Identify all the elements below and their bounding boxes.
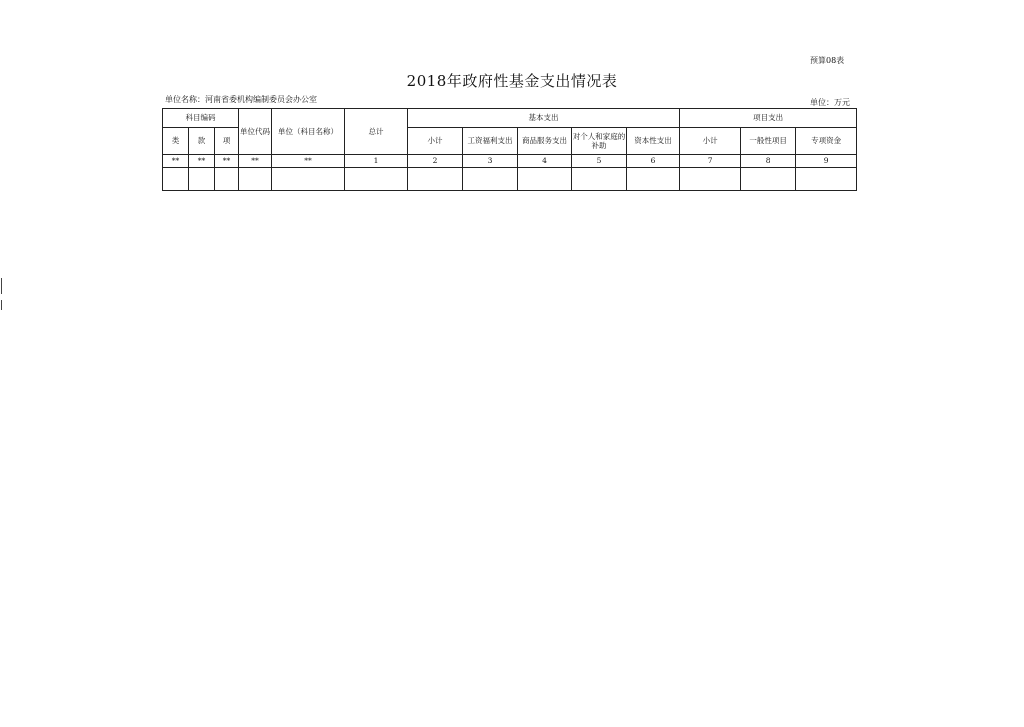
data-cell — [272, 168, 345, 191]
header-subject-code: 科目编码 — [163, 109, 239, 128]
header-unit-subject-name: 单位（科目名称） — [272, 109, 345, 155]
index-cell: 3 — [463, 155, 518, 168]
header-basic-subtotal: 小计 — [408, 128, 463, 155]
header-row-1 — [163, 109, 857, 128]
header-wages-welfare: 工资福利支出 — [463, 128, 518, 155]
header-project-subtotal: 小计 — [680, 128, 741, 155]
data-cell — [741, 168, 796, 191]
unit-name: 单位名称：河南省委机构编制委员会办公室 — [165, 95, 317, 104]
page-title: 2018年政府性基金支出情况表 — [406, 72, 618, 90]
index-cell: ** — [189, 155, 215, 168]
index-cell: ** — [239, 155, 272, 168]
index-cell: 7 — [680, 155, 741, 168]
data-cell — [680, 168, 741, 191]
form-number: 预算08表 — [810, 56, 845, 65]
header-project-expenditure: 项目支出 — [680, 109, 857, 128]
index-cell: 6 — [627, 155, 680, 168]
header-lei: 类 — [163, 128, 189, 155]
index-cell: 2 — [408, 155, 463, 168]
data-cell — [239, 168, 272, 191]
header-special-funds: 专项资金 — [796, 128, 857, 155]
data-cell — [215, 168, 239, 191]
header-general-projects: 一般性项目 — [741, 128, 796, 155]
data-cell — [627, 168, 680, 191]
index-cell: 5 — [572, 155, 627, 168]
header-subsidies-individuals: 对个人和家庭的补助 — [572, 128, 627, 155]
index-row — [163, 155, 857, 168]
index-cell: 4 — [518, 155, 572, 168]
index-cell: 8 — [741, 155, 796, 168]
data-cell — [345, 168, 408, 191]
data-cell — [163, 168, 189, 191]
header-kuan: 款 — [189, 128, 215, 155]
scan-edge-mark — [1, 300, 2, 310]
header-basic-expenditure: 基本支出 — [408, 109, 680, 128]
index-cell: ** — [215, 155, 239, 168]
header-xiang: 项 — [215, 128, 239, 155]
expenditure-table — [162, 108, 857, 191]
data-cell — [796, 168, 857, 191]
table-row — [163, 168, 857, 191]
index-cell: ** — [163, 155, 189, 168]
data-cell — [189, 168, 215, 191]
data-cell — [408, 168, 463, 191]
data-cell — [518, 168, 572, 191]
data-cell — [463, 168, 518, 191]
header-total: 总计 — [345, 109, 408, 155]
scan-edge-mark — [1, 278, 2, 294]
header-goods-services: 商品服务支出 — [518, 128, 572, 155]
header-capital: 资本性支出 — [627, 128, 680, 155]
index-cell: 9 — [796, 155, 857, 168]
currency-unit: 单位：万元 — [810, 98, 850, 107]
header-unit-code: 单位代码 — [239, 109, 272, 155]
index-cell: ** — [272, 155, 345, 168]
data-cell — [572, 168, 627, 191]
index-cell: 1 — [345, 155, 408, 168]
